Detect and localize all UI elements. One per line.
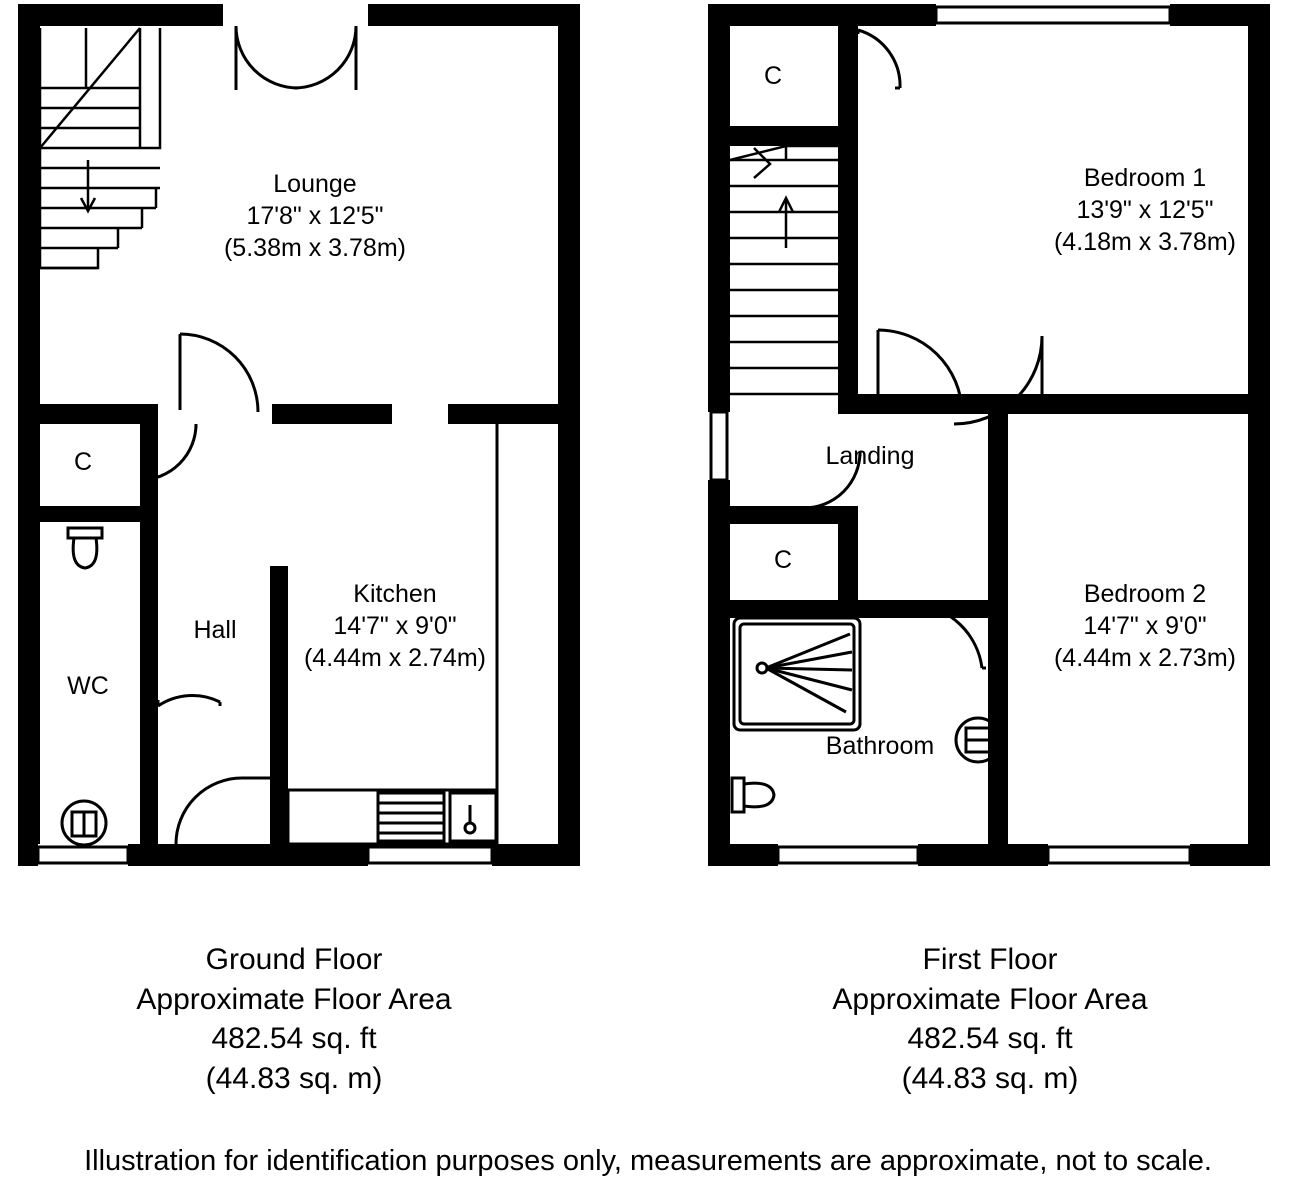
room-label-bedroom-2: Bedroom 2 14'7" x 9'0" (4.44m x 2.73m) [1053,580,1236,672]
first-floor-area-sqm: (44.83 sq. m) [901,1061,1079,1095]
room-label-wc: WC [67,672,109,700]
disclaimer-note: Illustration for identification purposes only, measurements are approximate, not to scale. [84,1145,1212,1177]
room-label-landing: Landing [825,442,915,470]
room-label-hall: Hall [193,616,237,644]
ground-floor-area-sqft: 482.54 sq. ft [211,1022,377,1056]
first-floor-area-label: Approximate Floor Area [832,982,1148,1016]
first-floor-title: First Floor [922,943,1058,976]
room-label-bedroom-1: Bedroom 1 13'9" x 12'5" (4.18m x 3.78m) [1053,164,1236,256]
room-label-cupboard-first-lower: C [773,546,793,574]
ground-floor-caption [0,940,588,1098]
first-floor-plan [690,0,1290,880]
ground-floor-plan [0,0,600,880]
first-floor-area-sqft: 482.54 sq. ft [907,1022,1073,1056]
ground-floor-area-sqm: (44.83 sq. m) [205,1061,383,1095]
room-label-cupboard-ground: C [73,448,93,476]
room-label-bathroom: Bathroom [825,732,935,760]
ground-floor-title: Ground Floor [205,943,383,976]
ground-floor-area-label: Approximate Floor Area [136,982,452,1016]
room-label-lounge: Lounge 17'8" x 12'5" (5.38m x 3.78m) [223,170,406,262]
ground-floor-drawing [0,0,600,880]
room-label-kitchen: Kitchen 14'7" x 9'0" (4.44m x 2.74m) [303,580,486,672]
first-floor-caption [690,940,1290,1098]
room-label-cupboard-first-top: C [763,62,783,90]
